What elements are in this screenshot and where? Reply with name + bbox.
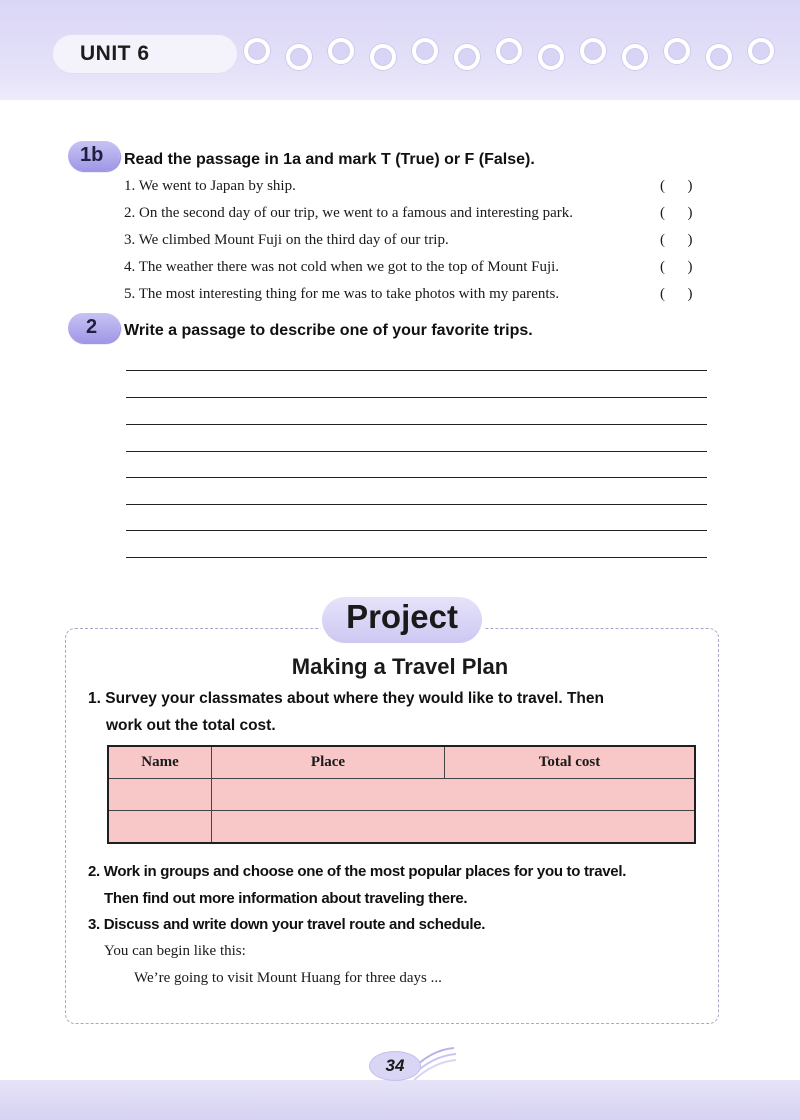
ring-icon [538,44,564,70]
instruction-2: Write a passage to describe one of your favorite trips. [124,322,533,339]
ring-icon [622,44,648,70]
table-header-total-cost: Total cost [445,746,696,779]
answer-bracket[interactable]: ( ) [660,259,693,275]
answer-bracket[interactable]: ( ) [660,205,693,221]
step-1-line-1: 1. Survey your classmates about where they would like to travel. Then [88,690,604,707]
table-cell[interactable] [212,779,696,811]
step-3: 3. Discuss and write down your travel route and schedule. [88,916,486,933]
example-sentence: We’re going to visit Mount Huang for three days ... [134,970,442,986]
section-badge-2-label: 2 [86,316,98,338]
statement-item: 3. We climbed Mount Fuji on the third day of our trip. [124,232,449,248]
ring-icon [286,44,312,70]
writing-line[interactable] [126,557,707,558]
writing-line[interactable] [126,397,707,398]
statement-item: 4. The weather there was not cold when we got to the top of Mount Fuji. [124,259,560,275]
writing-line[interactable] [126,451,707,452]
table-cell[interactable] [108,811,212,844]
table-cell[interactable] [108,779,212,811]
survey-table [107,745,696,844]
plan-title: Making a Travel Plan [291,654,509,679]
table-cell[interactable] [212,811,696,844]
writing-line[interactable] [126,370,707,371]
project-title: Project [346,598,458,635]
ring-icon [328,38,354,64]
ring-icon [412,38,438,64]
page-number: 34 [385,1056,405,1075]
table-row[interactable] [108,779,695,811]
writing-line[interactable] [126,477,707,478]
step-1-line-2: work out the total cost. [106,717,276,734]
instruction-1b: Read the passage in 1a and mark T (True) or F (False). [124,151,535,168]
table-header-row [108,746,695,779]
statement-item: 5. The most interesting thing for me was to take photos with my parents. [124,286,560,302]
ring-icon [244,38,270,64]
answer-bracket[interactable]: ( ) [660,286,693,302]
answer-bracket[interactable]: ( ) [660,232,693,248]
writing-line[interactable] [126,504,707,505]
table-header-place: Place [212,746,445,779]
statement-item: 1. We went to Japan by ship. [124,178,296,194]
begin-hint: You can begin like this: [104,943,246,959]
ring-icon [370,44,396,70]
ring-icon [748,38,774,64]
step-2-line-1: 2. Work in groups and choose one of the most popular places for you to travel. [88,863,627,880]
ring-icon [496,38,522,64]
step-2-line-2: Then find out more information about traveling there. [104,890,468,907]
statement-item: 2. On the second day of our trip, we went to a famous and interesting park. [124,205,574,221]
ring-icon [454,44,480,70]
footer-band [0,1080,800,1120]
ring-icon [664,38,690,64]
writing-line[interactable] [126,424,707,425]
writing-line[interactable] [126,530,707,531]
table-header-name: Name [108,746,212,779]
unit-title: UNIT 6 [80,42,150,65]
table-row[interactable] [108,811,695,844]
ring-icon [706,44,732,70]
answer-bracket[interactable]: ( ) [660,178,693,194]
section-badge-1b-label: 1b [80,144,104,166]
ring-icon [580,38,606,64]
